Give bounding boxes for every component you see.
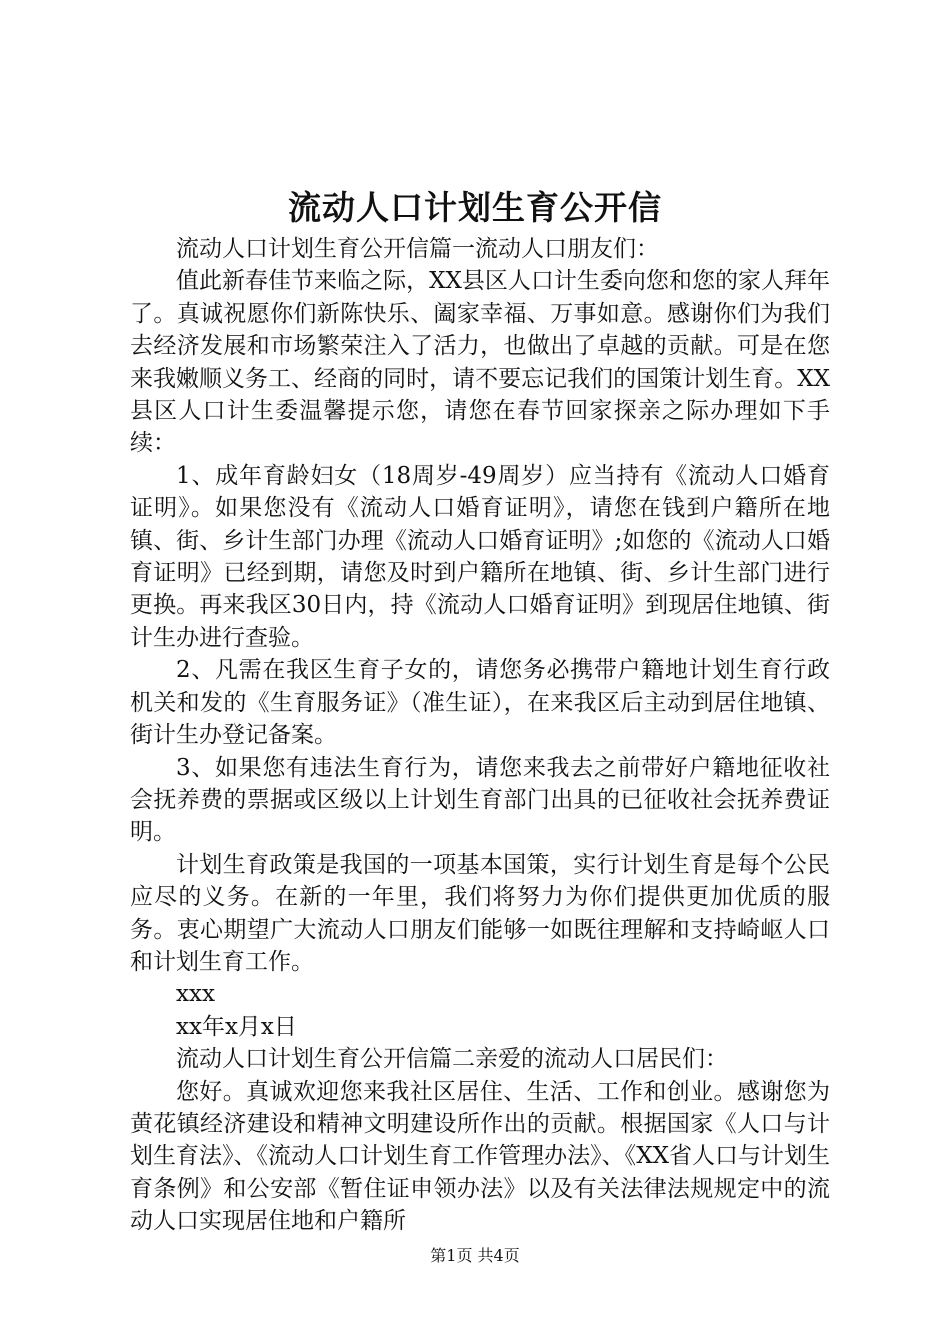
- letter-body: [130, 233, 830, 1238]
- closing-paragraph: 计划生育政策是我国的一项基本国策，实行计划生育是每个公民应尽的义务。在新的一年里，我们将努力为你们提供更加优质的服务。衷心期望广大流动人口朋友们能够一如既往理解和支持崎岖人口和计划生育工作。: [130, 851, 830, 975]
- greeting-paragraph-1: 流动人口计划生育公开信篇一流动人口朋友们：: [176, 236, 659, 262]
- date-line: xx年x月x日: [176, 1013, 297, 1040]
- intro-paragraph: 值此新春佳节来临之际，XX县区人口计生委向您和您的家人拜年了。真诚祝愿你们新陈快乐、阖家幸福、万事如意。感谢你们为我们去经济发展和市场繁荣注入了活力，也做出了卓越的贡献。可是在您来我嫩顺义务工、经商的同时，请不要忘记我们的国策计划生育。XX县区人口计生委温馨提示您，请您在春节回家探亲之际办理如下手续：: [130, 268, 830, 457]
- item-3-paragraph: 3、如果您有违法生育行为，请您来我去之前带好户籍地征收社会抚养费的票据或区级以上计划生育部门出具的已征收社会抚养费证明。: [130, 754, 830, 846]
- item-2-paragraph: 2、凡需在我区生育子女的，请您务必携带户籍地计划生育行政机关和发的《生育服务证》（准生证），在来我区后主动到居住地镇、街计生办登记备案。: [130, 657, 830, 749]
- letter-2-paragraph: 您好。真诚欢迎您来我社区居住、生活、工作和创业。感谢您为黄花镇经济建设和精神文明建设所作出的贡献。根据国家《人口与计划生育法》、《流动人口计划生育工作管理办法》、《XX省人口与计划生育条例》和公安部《暂住证申领办法》以及有关法律法规规定中的流动人口实现居住地和户籍所: [130, 1078, 830, 1235]
- page-number-footer: 第1页 共4页: [430, 1246, 520, 1265]
- greeting-paragraph-2: 流动人口计划生育公开信篇二亲爱的流动人口居民们：: [176, 1046, 728, 1073]
- page-title: 流动人口计划生育公开信: [288, 188, 662, 227]
- signature: xxx: [176, 981, 215, 1008]
- item-1-paragraph: 1、成年育龄妇女（18周岁-49周岁）应当持有《流动人口婚育证明》。如果您没有《流动人口婚育证明》，请您在钱到户籍所在地镇、街、乡计生部门办理《流动人口婚育证明》;如您的《流动人口婚育证明》已经到期，请您及时到户籍所在地镇、街、乡计生部门进行更换。再来我区30日内，持《流动人口婚育证明》到现居住地镇、街计生办进行查验。: [130, 462, 830, 651]
